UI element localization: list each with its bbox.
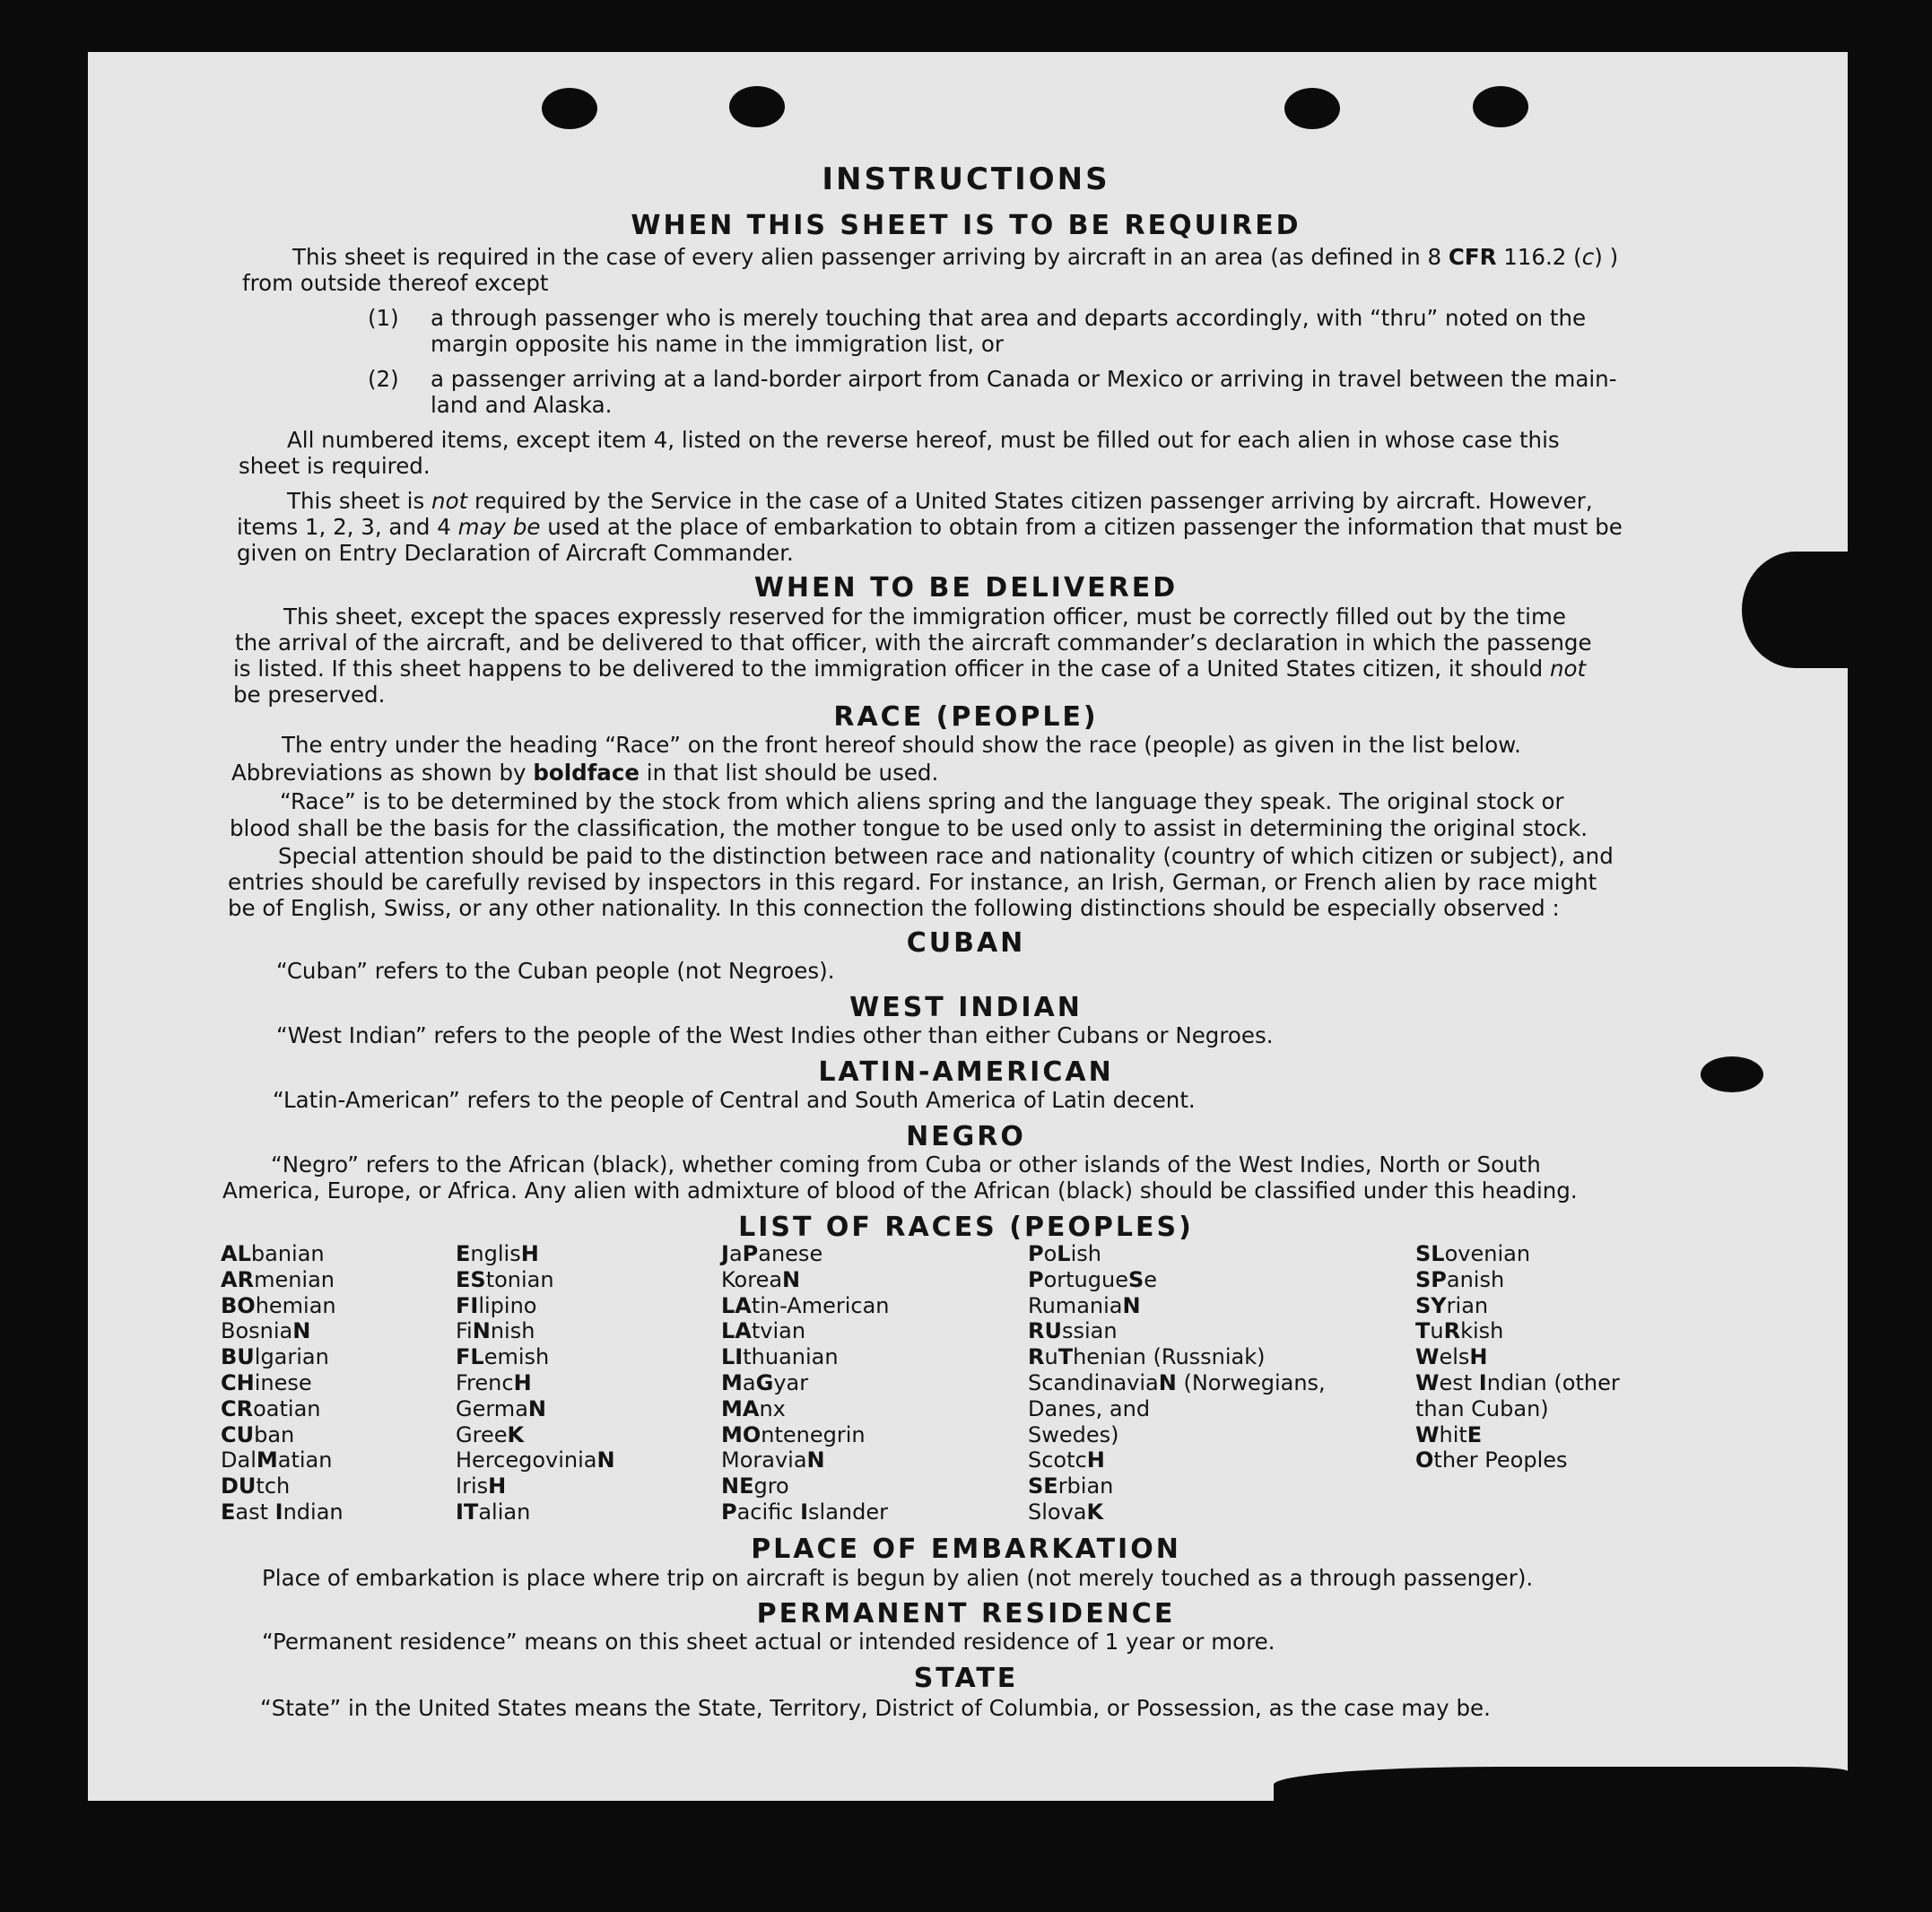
- race-list-item: MaGyar: [721, 1370, 809, 1395]
- paragraph-line: This sheet is required in the case of every alien passenger arriving by aircraft in an area (as defined in 8 CFR 116.2 (c) ): [292, 244, 1619, 270]
- heading-race: RACE (PEOPLE): [833, 701, 1099, 733]
- paragraph-line: “Race” is to be determined by the stock from which aliens spring and the language they speak. The original stock or: [280, 788, 1564, 814]
- punch-hole: [729, 86, 785, 127]
- race-list-item: WhitE: [1415, 1421, 1483, 1447]
- paragraph-line: “Permanent residence” means on this sheet actual or intended residence of 1 year or more.: [262, 1629, 1275, 1655]
- heading-place-of-embarkation: PLACE OF EMBARKATION: [751, 1534, 1181, 1565]
- paragraph-line: America, Europe, or Africa. Any alien with admixture of blood of the African (black) should be classified under this heading.: [222, 1178, 1578, 1204]
- paragraph-line: This sheet, except the spaces expressly reserved for the immigration officer, must be correctly filled out by the time: [283, 604, 1566, 630]
- race-list-item: KoreaN: [721, 1266, 801, 1292]
- race-list-item: CRoatian: [221, 1395, 321, 1421]
- torn-edge: [1274, 1767, 1848, 1812]
- race-list-item: SLovenian: [1415, 1241, 1531, 1266]
- race-list-item: CUban: [221, 1421, 295, 1447]
- paragraph-line: is listed. If this sheet happens to be delivered to the immigration officer in the case of a United States citizen, it should not: [233, 656, 1587, 682]
- race-list-item: SYrian: [1415, 1292, 1489, 1318]
- race-list-item: SPanish: [1415, 1266, 1505, 1292]
- paragraph-line: a through passenger who is merely touching that area and departs accordingly, with “thru” noted on the: [431, 305, 1587, 331]
- race-list-item: MoraviaN: [721, 1447, 825, 1473]
- paragraph-line: Special attention should be paid to the distinction between race and nationality (country of which citizen or subject), and: [278, 843, 1614, 869]
- paragraph-line: land and Alaska.: [431, 392, 613, 418]
- race-list-item: DalMatian: [221, 1447, 333, 1473]
- race-list-item: PoLish: [1028, 1241, 1101, 1266]
- heading-when-delivered: WHEN TO BE DELIVERED: [753, 572, 1179, 604]
- race-list-item: FLemish: [456, 1344, 550, 1370]
- heading-list-of-races: LIST OF RACES (PEOPLES): [738, 1212, 1194, 1243]
- paragraph-line: This sheet is not required by the Service in the case of a United States citizen passenger arriving by aircraft. However,: [287, 488, 1593, 514]
- race-list-item: HercegoviniaN: [456, 1447, 615, 1473]
- race-list-item: Other Peoples: [1415, 1447, 1568, 1473]
- paragraph-line: be preserved.: [233, 682, 386, 708]
- paragraph-line: “Negro” refers to the African (black), whether coming from Cuba or other islands of the West Indies, North or South: [271, 1152, 1541, 1178]
- heading-cuban: CUBAN: [906, 927, 1026, 959]
- race-list-item: DUtch: [221, 1473, 291, 1499]
- race-list-item: FrencH: [456, 1370, 532, 1395]
- race-list-item: LAtin-American: [721, 1292, 890, 1318]
- race-list-item: BUlgarian: [221, 1344, 329, 1370]
- race-list-item: EnglisH: [456, 1241, 539, 1266]
- paragraph-line: margin opposite his name in the immigration list, or: [431, 331, 1004, 357]
- race-list-item: FiNnish: [456, 1318, 535, 1344]
- item-number: (2): [368, 366, 399, 392]
- race-list-item: ITalian: [456, 1499, 531, 1525]
- paragraph-line: “West Indian” refers to the people of the West Indies other than either Cubans or Negroes.: [276, 1022, 1274, 1048]
- race-list-item: RuThenian (Russniak): [1028, 1344, 1266, 1370]
- race-list-item: ScotcH: [1028, 1447, 1105, 1473]
- race-list-item: FIlipino: [456, 1292, 537, 1318]
- race-list-item: ARmenian: [221, 1266, 335, 1292]
- race-list-item: IrisH: [456, 1473, 507, 1499]
- paragraph-line: “State” in the United States means the State, Territory, District of Columbia, or Possession, as the case may be.: [260, 1695, 1491, 1721]
- race-list-item: Swedes): [1028, 1421, 1119, 1447]
- paragraph-line: All numbered items, except item 4, listed on the reverse hereof, must be filled out for each alien in whose case this: [287, 427, 1560, 453]
- heading-when-required: WHEN THIS SHEET IS TO BE REQUIRED: [631, 210, 1301, 241]
- race-list-item: GermaN: [456, 1395, 546, 1421]
- punch-hole: [542, 88, 597, 129]
- document-title: INSTRUCTIONS: [822, 161, 1110, 197]
- race-list-item: RUssian: [1028, 1318, 1118, 1344]
- paragraph-line: be of English, Swiss, or any other nationality. In this connection the following distinctions should be especially observed :: [228, 895, 1560, 921]
- race-list-item: ALbanian: [221, 1241, 325, 1266]
- paragraph-line: given on Entry Declaration of Aircraft Commander.: [237, 540, 794, 566]
- item-number: (1): [368, 305, 399, 331]
- race-list-item: LIthuanian: [721, 1344, 839, 1370]
- paragraph-line: from outside thereof except: [242, 270, 549, 296]
- paragraph-line: the arrival of the aircraft, and be delivered to that officer, with the aircraft commander’s declaration in which the passenge: [235, 630, 1592, 656]
- heading-negro: NEGRO: [906, 1121, 1026, 1152]
- paragraph-line: blood shall be the basis for the classification, the mother tongue to be used only to assist in determining the original stock.: [230, 815, 1588, 841]
- paragraph-line: Abbreviations as shown by boldface in that list should be used.: [231, 760, 939, 786]
- punch-hole: [1473, 86, 1528, 127]
- race-list-item: JaPanese: [721, 1241, 823, 1266]
- paragraph-line: a passenger arriving at a land-border airport from Canada or Mexico or arriving in travel between the main-: [431, 366, 1617, 392]
- punch-hole: [1284, 88, 1340, 129]
- race-list-item: NEgro: [721, 1473, 789, 1499]
- race-list-item: West Indian (other: [1415, 1370, 1620, 1395]
- race-list-item: PortugueSe: [1028, 1266, 1158, 1292]
- race-list-item: TuRkish: [1415, 1318, 1504, 1344]
- race-list-item: CHinese: [221, 1370, 312, 1395]
- race-list-item: RumaniaN: [1028, 1292, 1141, 1318]
- heading-west-indian: WEST INDIAN: [849, 992, 1083, 1023]
- race-list-item: Danes, and: [1028, 1395, 1151, 1421]
- paragraph-line: The entry under the heading “Race” on the front hereof should show the race (people) as given in the list below.: [282, 732, 1521, 758]
- race-list-item: Pacific Islander: [721, 1499, 889, 1525]
- race-list-item: East Indian: [221, 1499, 344, 1525]
- heading-permanent-residence: PERMANENT RESIDENCE: [756, 1598, 1176, 1630]
- heading-state: STATE: [913, 1663, 1019, 1694]
- race-list-item: EStonian: [456, 1266, 554, 1292]
- race-list-item: BosniaN: [221, 1318, 311, 1344]
- race-list-item: SlovaK: [1028, 1499, 1104, 1525]
- race-list-item: SErbian: [1028, 1473, 1114, 1499]
- race-list-item: BOhemian: [221, 1292, 336, 1318]
- race-list-item: MAnx: [721, 1395, 786, 1421]
- paragraph-line: “Cuban” refers to the Cuban people (not Negroes).: [276, 958, 835, 984]
- torn-edge: [1742, 552, 1849, 668]
- race-list-item: ScandinaviaN (Norwegians,: [1028, 1370, 1326, 1395]
- race-list-item: GreeK: [456, 1421, 525, 1447]
- race-list-item: MOntenegrin: [721, 1421, 866, 1447]
- race-list-item: WelsH: [1415, 1344, 1488, 1370]
- race-list-item: than Cuban): [1415, 1395, 1549, 1421]
- heading-latin-american: LATIN-AMERICAN: [818, 1056, 1114, 1088]
- paragraph-line: Place of embarkation is place where trip on aircraft is begun by alien (not merely touched as a through passenger).: [262, 1565, 1534, 1591]
- paragraph-line: “Latin-American” refers to the people of Central and South America of Latin decent.: [273, 1087, 1196, 1113]
- paragraph-line: items 1, 2, 3, and 4 may be used at the place of embarkation to obtain from a citizen passenger the information that must be: [237, 514, 1623, 540]
- paragraph-line: entries should be carefully revised by inspectors in this regard. For instance, an Irish, German, or French alien by race might: [228, 869, 1597, 895]
- race-list-item: LAtvian: [721, 1318, 806, 1344]
- paragraph-line: sheet is required.: [239, 453, 431, 479]
